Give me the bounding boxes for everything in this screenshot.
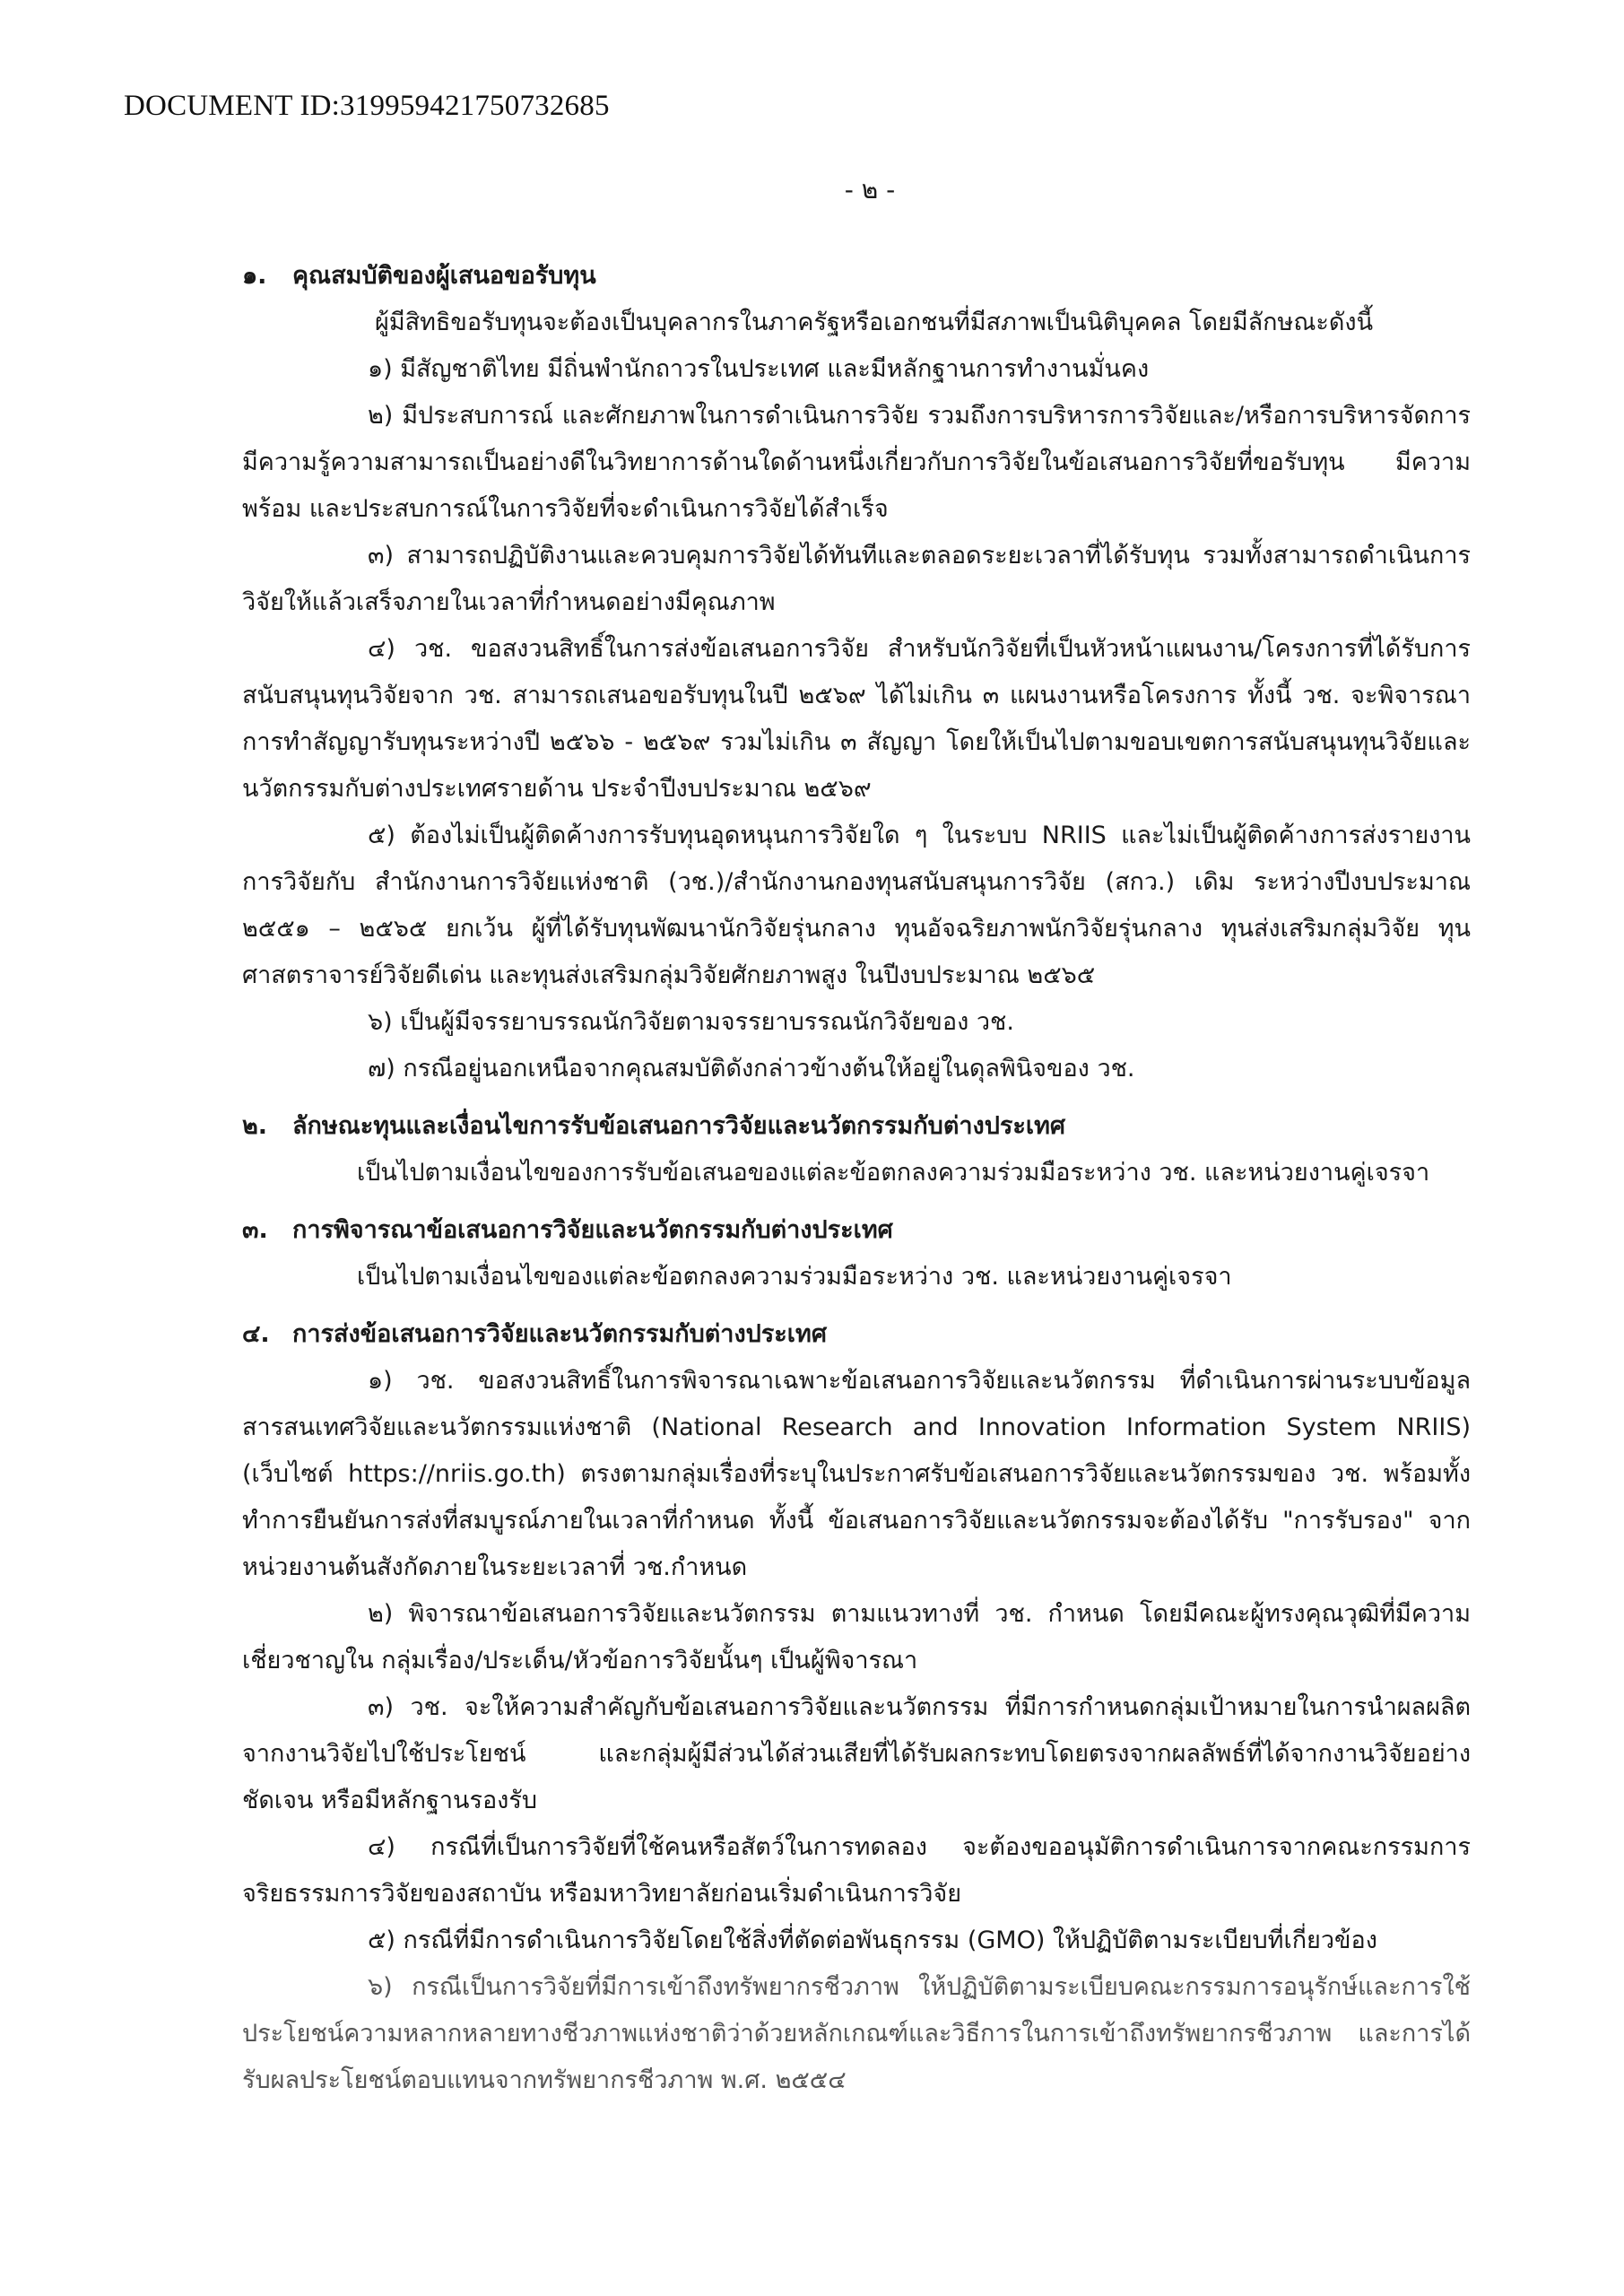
list-item: ๓) วช. จะให้ความสำคัญกับข้อเสนอการวิจัยและนวัตกรรม ที่มีการกำหนดกลุ่มเป้าหมายในการนำผลผลิตจากงานวิจัยไปใช้ประโยชน์ และกลุ่มผู้มีส่วนได้ส่วนเสียที่ได้รับผลกระทบโดยตรงจากผลลัพธ์ที่ได้จากงานวิจัยอย่างชัดเจน หรือมีหลักฐานรองรับ — [242, 1693, 1471, 1814]
section-number: ๒. — [242, 1112, 268, 1140]
section-heading — [242, 253, 1471, 300]
list-item: ๗) กรณีอยู่นอกเหนือจากคุณสมบัติดังกล่าวข้างต้นให้อยู่ในดุลพินิจของ วช. — [368, 1055, 1135, 1083]
page-number: - ๒ - — [844, 175, 896, 204]
document-id: DOCUMENT ID:319959421750732685 — [124, 90, 610, 122]
section-title: การพิจารณาข้อเสนอการวิจัยและนวัตกรรมกับต่างประเทศ — [292, 1216, 893, 1244]
list-item: ๓) สามารถปฏิบัติงานและควบคุมการวิจัยได้ทันทีและตลอดระยะเวลาที่ได้รับทุน รวมทั้งสามารถดำเนินการวิจัยให้แล้วเสร็จภายในเวลาที่กำหนดอย่างมีคุณภาพ — [242, 542, 1471, 616]
list-item: ๒) พิจารณาข้อเสนอการวิจัยและนวัตกรรม ตามแนวทางที่ วช. กำหนด โดยมีคณะผู้ทรงคุณวุฒิที่มีความเชี่ยวชาญใน กลุ่มเรื่อง/ประเด็น/หัวข้อการวิจัยนั้นๆ เป็นผู้พิจารณา — [242, 1600, 1471, 1674]
list-item: ๑) วช. ขอสงวนสิทธิ์ในการพิจารณาเฉพาะข้อเสนอการวิจัยและนวัตกรรม ที่ดำเนินการผ่านระบบข้อมูลสารสนเทศวิจัยและนวัตกรรมแห่งชาติ (National Research and Innovation Information System NRIIS) (เว็บไซต์ https://nriis.go.th) ตรงตามกลุ่มเรื่องที่ระบุในประกาศรับข้อเสนอการวิจัยและนวัตกรรมของ วช. พร้อมทั้งทำการยืนยันการส่งที่สมบูรณ์ภายในเวลาที่กำหนด ทั้งนี้ ข้อเสนอการวิจัยและนวัตกรรมจะต้องได้รับ "การรับรอง" จากหน่วยงานต้นสังกัดภายในระยะเวลาที่ วช.กำหนด — [242, 1367, 1471, 1581]
section-text: เป็นไปตามเงื่อนไขของแต่ละข้อตกลงความร่วมมือระหว่าง วช. และหน่วยงานคู่เจรจา — [357, 1263, 1232, 1291]
section-heading — [242, 1311, 1471, 1358]
section-2 — [242, 1103, 1471, 1196]
section-title: คุณสมบัติของผู้เสนอขอรับทุน — [292, 262, 596, 290]
list-item: ๕) กรณีที่มีการดำเนินการวิจัยโดยใช้สิ่งที่ตัดต่อพันธุกรรม (GMO) ให้ปฏิบัติตามระเบียบที่เกี่ยวข้อง — [368, 1926, 1377, 1954]
section-3 — [242, 1207, 1471, 1300]
section-title: ลักษณะทุนและเงื่อนไขการรับข้อเสนอการวิจัยและนวัตกรรมกับต่างประเทศ — [292, 1112, 1066, 1140]
document-body — [242, 253, 1471, 2115]
section-1 — [242, 253, 1471, 1092]
list-item: ๖) เป็นผู้มีจรรยาบรรณนักวิจัยตามจรรยาบรรณนักวิจัยของ วช. — [368, 1008, 1014, 1036]
section-number: ๔. — [242, 1320, 270, 1348]
list-item: ๔) วช. ขอสงวนสิทธิ์ในการส่งข้อเสนอการวิจัย สำหรับนักวิจัยที่เป็นหัวหน้าแผนงาน/โครงการที่ได้รับการสนับสนุนทุนวิจัยจาก วช. สามารถเสนอขอรับทุนในปี ๒๕๖๙ ได้ไม่เกิน ๓ แผนงานหรือโครงการ ทั้งนี้ วช. จะพิจารณาการทำสัญญารับทุนระหว่างปี ๒๕๖๖ - ๒๕๖๙ รวมไม่เกิน ๓ สัญญา โดยให้เป็นไปตามขอบเขตการสนับสนุนทุนวิจัยและนวัตกรรมกับต่างประเทศรายด้าน ประจำปีงบประมาณ ๒๕๖๙ — [242, 635, 1471, 803]
section-number: ๓. — [242, 1216, 268, 1244]
section-title: การส่งข้อเสนอการวิจัยและนวัตกรรมกับต่างประเทศ — [292, 1320, 827, 1348]
list-item: ๔) กรณีที่เป็นการวิจัยที่ใช้คนหรือสัตว์ในการทดลอง จะต้องขออนุมัติการดำเนินการจากคณะกรรมการจริยธรรมการวิจัยของสถาบัน หรือมหาวิทยาลัยก่อนเริ่มดำเนินการวิจัย — [242, 1833, 1471, 1908]
section-heading — [242, 1103, 1471, 1150]
list-item: ๕) ต้องไม่เป็นผู้ติดค้างการรับทุนอุดหนุนการวิจัยใด ๆ ในระบบ NRIIS และไม่เป็นผู้ติดค้างการส่งรายงานการวิจัยกับ สำนักงานการวิจัยแห่งชาติ (วช.)/สำนักงานกองทุนสนับสนุนการวิจัย (สกว.) เดิม ระหว่างปีงบประมาณ ๒๕๕๑ – ๒๕๖๕ ยกเว้น ผู้ที่ได้รับทุนพัฒนานักวิจัยรุ่นกลาง ทุนอัจฉริยภาพนักวิจัยรุ่นกลาง ทุนส่งเสริมกลุ่มวิจัย ทุนศาสตราจารย์วิจัยดีเด่น และทุนส่งเสริมกลุ่มวิจัยศักยภาพสูง ในปีงบประมาณ ๒๕๖๕ — [242, 822, 1471, 989]
section-number: ๑. — [242, 262, 267, 290]
section-text: เป็นไปตามเงื่อนไขของการรับข้อเสนอของแต่ละข้อตกลงความร่วมมือระหว่าง วช. และหน่วยงานคู่เจรจา — [357, 1159, 1430, 1187]
list-item: ๖) กรณีเป็นการวิจัยที่มีการเข้าถึงทรัพยากรชีวภาพ ให้ปฏิบัติตามระเบียบคณะกรรมการอนุรักษ์และการใช้ประโยชน์ความหลากหลายทางชีวภาพแห่งชาติว่าด้วยหลักเกณฑ์และวิธีการในการเข้าถึงทรัพยากรชีวภาพ และการได้รับผลประโยชน์ตอบแทนจากทรัพยากรชีวภาพ พ.ศ. ๒๕๕๔ — [242, 1973, 1471, 2094]
list-item: ๑) มีสัญชาติไทย มีถิ่นพำนักถาวรในประเทศ และมีหลักฐานการทำงานมั่นคง — [368, 355, 1150, 383]
list-item: ๒) มีประสบการณ์ และศักยภาพในการดำเนินการวิจัย รวมถึงการบริหารการวิจัยและ/หรือการบริหารจัดการ มีความรู้ความสามารถเป็นอย่างดีในวิทยาการด้านใดด้านหนึ่งเกี่ยวกับการวิจัยในข้อเสนอการวิจัยที่ขอรับทุน มีความพร้อม และประสบการณ์ในการวิจัยที่จะดำเนินการวิจัยได้สำเร็จ — [242, 402, 1471, 523]
section-heading — [242, 1207, 1471, 1254]
section-4 — [242, 1311, 1471, 2104]
section-intro: ผู้มีสิทธิขอรับทุนจะต้องเป็นบุคลากรในภาครัฐหรือเอกชนที่มีสภาพเป็นนิติบุคคล โดยมีลักษณะดังนี้ — [375, 309, 1374, 336]
